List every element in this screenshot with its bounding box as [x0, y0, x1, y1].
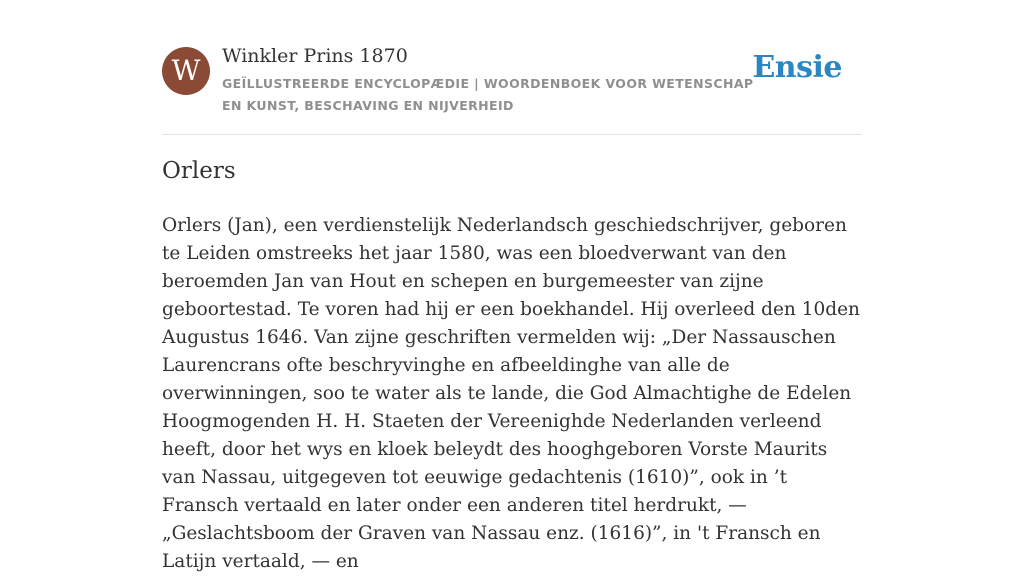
source-header	[162, 0, 862, 135]
source-title[interactable]: Winkler Prins 1870	[222, 45, 408, 67]
entry-title: Orlers	[162, 158, 236, 184]
entry-body: Orlers (Jan), een verdienstelijk Nederlandsch geschiedschrijver, geboren te Leiden omstreeks het jaar 1580, was een bloedverwant van den beroemden Jan van Hout en schepen en burgemeester van zijne geboortestad. Te voren had hij er een boekhandel. Hij overleed den 10den Augustus 1646. Van zijne geschriften vermelden wij: „Der Nassauschen Laurencrans ofte beschryvinghe en afbeeldinghe van alle de overwinningen, soo te water als te lande, die God Almachtighe de Edelen Hoogmogenden H. H. Staeten der Vereenighde Nederlanden verleend heeft, door het wys en kloek beleydt des hooghgeboren Vorste Maurits van Nassau, uitgegeven tot eeuwige gedachtenis (1610)”, ook in ’t Fransch vertaald en later onder een anderen titel herdrukt, — „Geslachtsboom der Graven van Nassau enz. (1616)”, in 't Fransch en Latijn vertaald, — en	[162, 215, 860, 572]
content-container	[162, 0, 862, 572]
source-avatar[interactable]: W	[162, 47, 210, 95]
source-subtitle: GEÏLLUSTREERDE ENCYCLOPÆDIE | WOORDENBOEK VOOR WETENSCHAP EN KUNST, BESCHAVING EN NIJVERHEID	[222, 76, 754, 113]
ensie-logo[interactable]: Ensie	[752, 50, 842, 85]
